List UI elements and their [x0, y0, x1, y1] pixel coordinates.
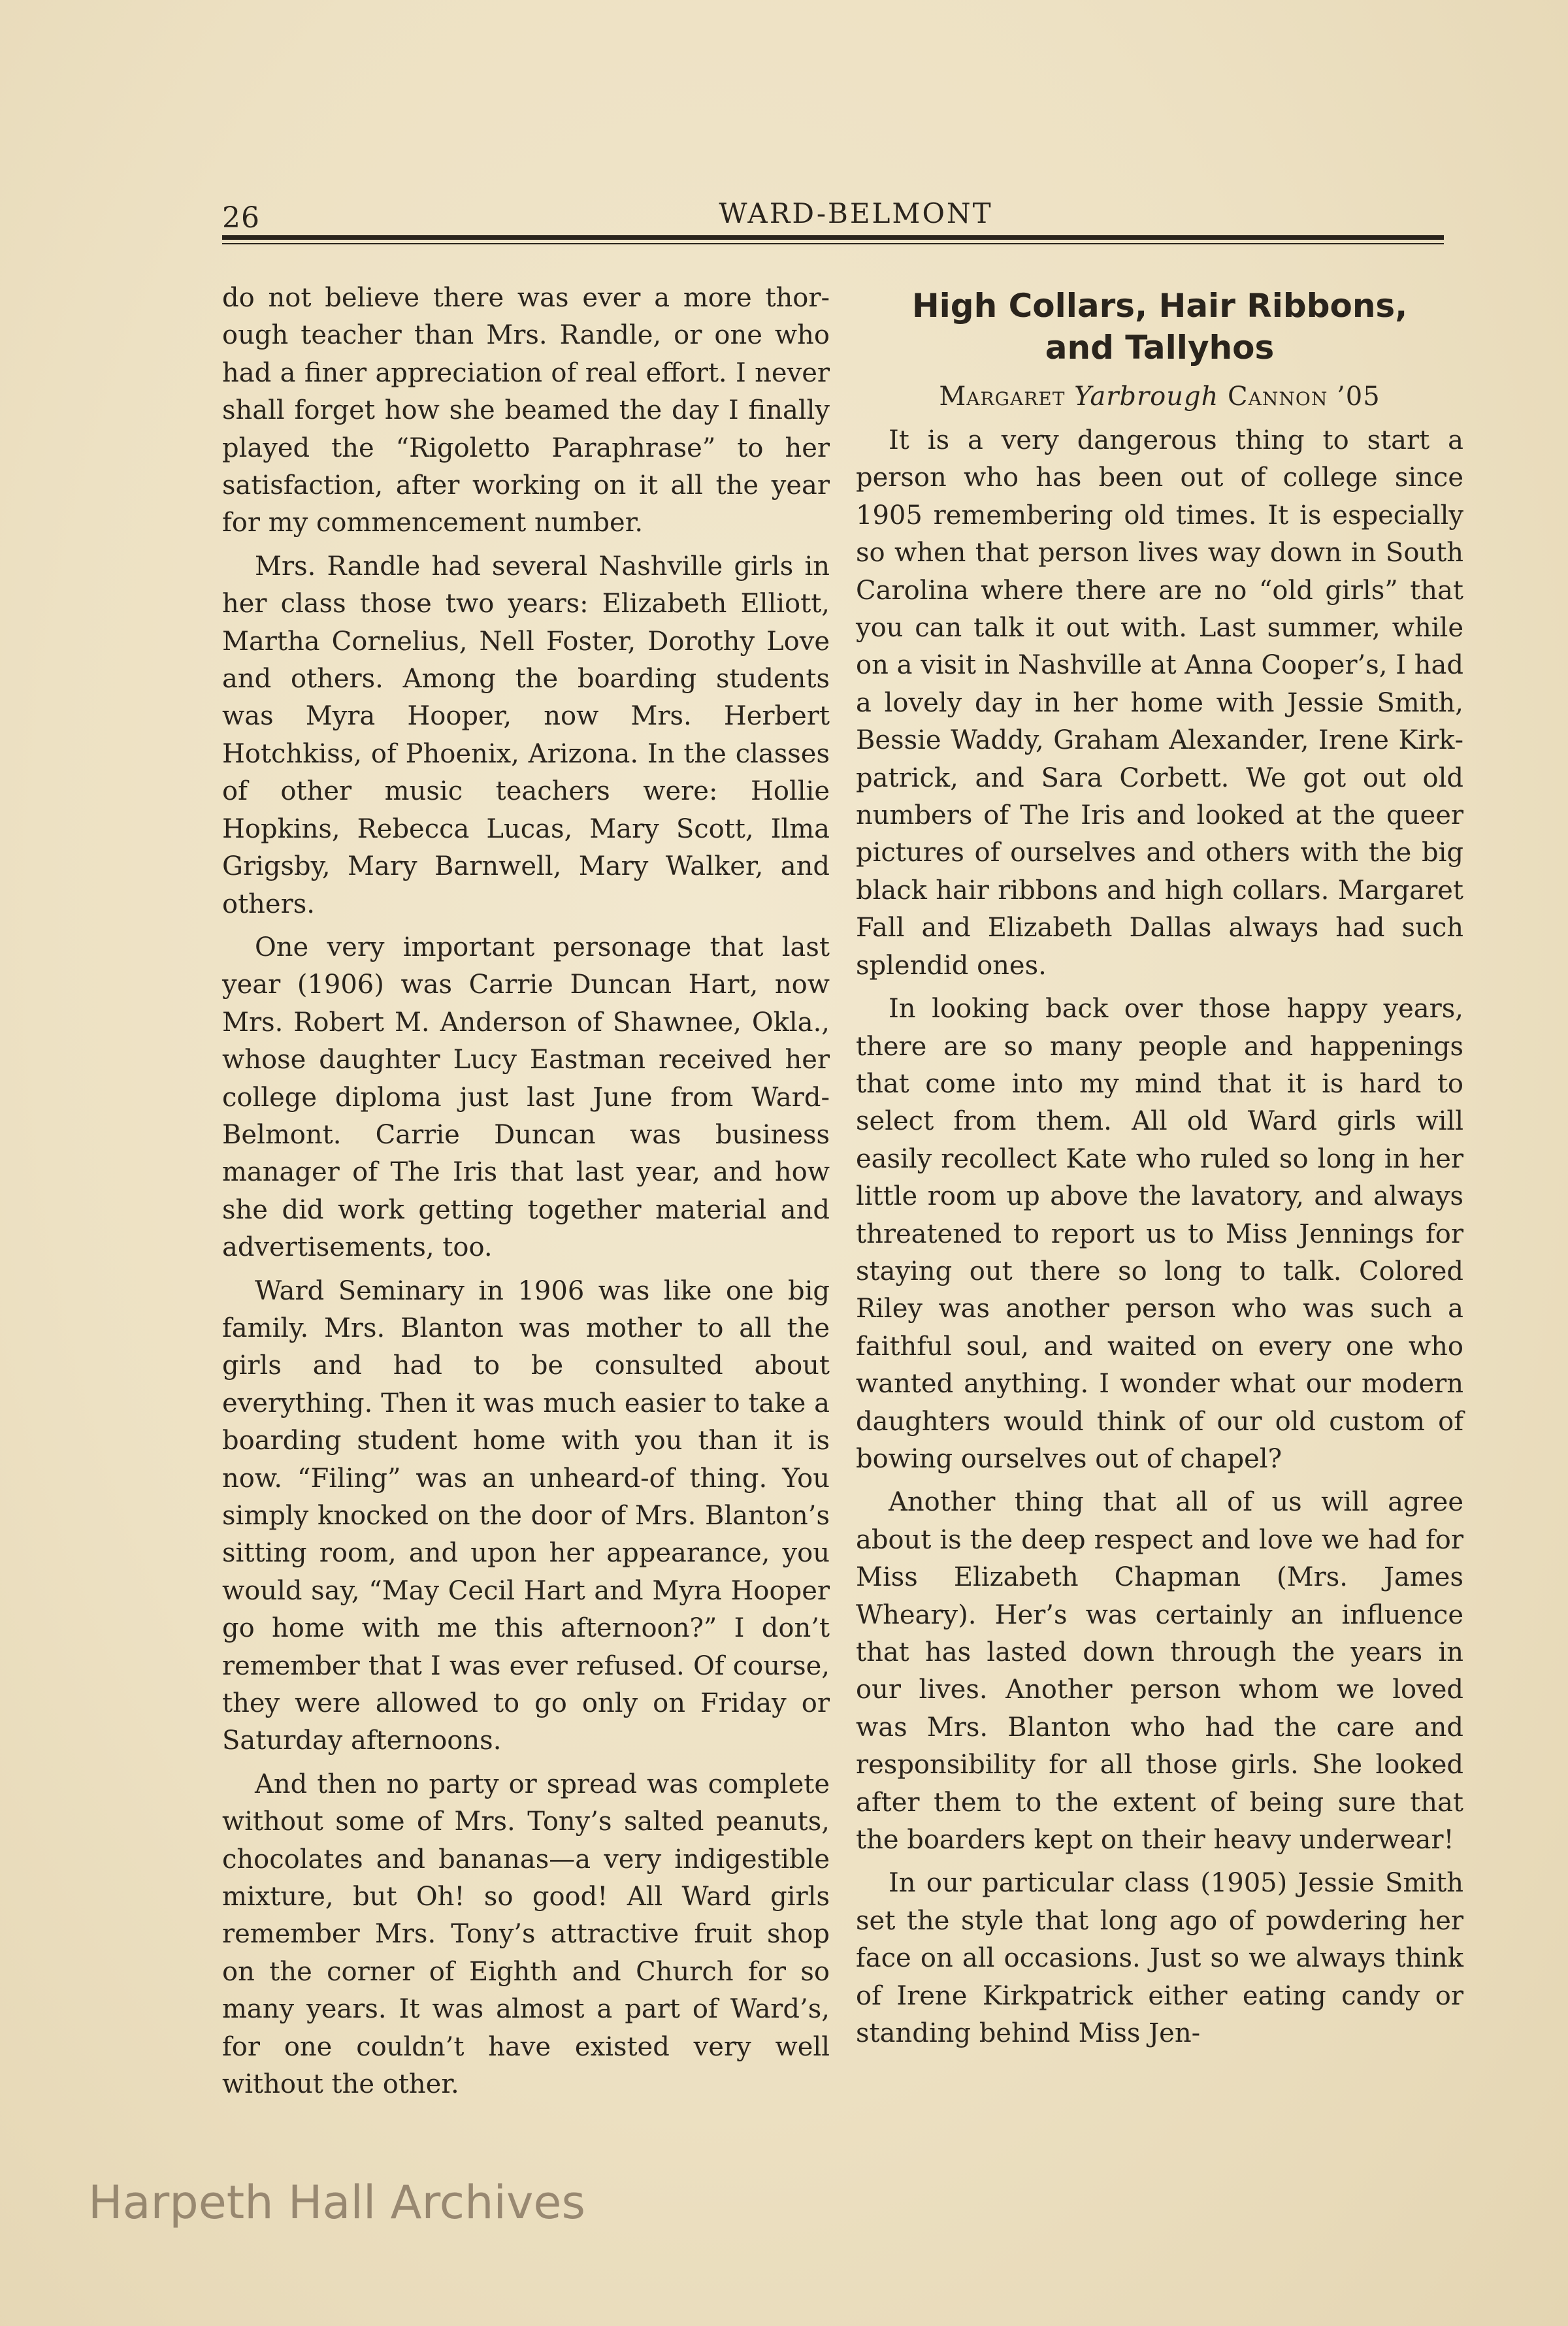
paragraph: And then no party or spread was complete without some of Mrs. Tony’s salted peanuts, chocolates and bananas—a very indigestible mixture, but Oh! so good! All Ward girls remember Mrs. Tony’s attractive fruit shop on the corner of Eighth and Church for so many years. It was almost a part of Ward’s, for one couldn’t have existed very well without the other. — [222, 1769, 830, 2100]
byline-maiden-name: Yarbrough — [1074, 382, 1219, 412]
article-title-line: and Tallyhos — [1045, 329, 1275, 367]
byline-last-name: Cannon ’05 — [1228, 382, 1380, 412]
header-rule-thin — [222, 243, 1444, 244]
right-column — [856, 280, 1463, 2058]
page-number: 26 — [222, 201, 260, 235]
page-header — [222, 196, 1444, 235]
paragraph: One very important personage that last year (1906) was Carrie Duncan Hart, now Mrs. Robert M. Anderson of Shawnee, Okla., whose daughter Lucy Eastman received her college diploma just last June from Ward-Belmont. Carrie Duncan was business manager of The Iris that last year, and how she did work getting together material and advertisements, too. — [222, 932, 830, 1263]
paragraph: Another thing that all of us will agree about is the deep respect and love we had for Miss Elizabeth Chapman (Mrs. James Wheary). Her’s was certainly an influence that has lasted down through the years in our lives. Another person whom we loved was Mrs. Blanton who had the care and responsibility for all those girls. She looked after them to the extent of being sure that the boarders kept on their heavy underwear! — [856, 1487, 1463, 1856]
running-title: WARD-BELMONT — [719, 197, 993, 229]
left-column — [222, 280, 830, 2110]
paragraph: Mrs. Randle had several Nashville girls in her class those two years: Elizabeth Elliott, Martha Cornelius, Nell Foster, Dorothy Love and others. Among the boarding students was Myra Hooper, now Mrs. Herbert Hotchkiss, of Phoenix, Arizona. In the classes of other music teachers were: Hollie Hopkins, Rebecca Lucas, Mary Scott, Ilma Grigsby, Mary Barnwell, Mary Walker, and others. — [222, 551, 830, 919]
byline-first-name: Margaret — [939, 382, 1066, 412]
article-title — [856, 285, 1463, 369]
paragraph: In our particular class (1905) Jessie Smith set the style that long ago of powdering her face on all occasions. Just so we always think of Irene Kirkpatrick either eating candy or standing behind Miss Jen- — [856, 1868, 1463, 2049]
paragraph: In looking back over those happy years, there are so many people and happenings that come into my mind that it is hard to select from them. All old Ward girls will easily recollect Kate who ruled so long in her little room up above the lavatory, and always threatened to report us to Miss Jennings for staying out there so long to talk. Colored Riley was another person who was such a faithful soul, and waited on every one who wanted anything. I wonder what our modern daughters would think of our old custom of bowing ourselves out of chapel? — [856, 994, 1463, 1474]
header-rule-thick — [222, 235, 1444, 240]
paragraph: Ward Seminary in 1906 was like one big family. Mrs. Blanton was mother to all the girls and had to be consulted about everything. Then it was much easier to take a boarding student home with you than it is now. “Filing” was an unheard-of thing. You simply knocked on the door of Mrs. Blanton’s sitting room, and upon her appearance, you would say, “May Cecil Hart and Myra Hooper go home with me this afternoon?” I don’t remember that I was ever refused. Of course, they were allowed to go only on Friday or Saturday afternoons. — [222, 1275, 830, 1756]
paragraph: It is a very dangerous thing to start a person who has been out of college since 1905 remembering old times. It is especially so when that person lives way down in South Carolina where there are no “old girls” that you can talk it out with. Last summer, while on a visit in Nashville at Anna Cooper’s, I had a lovely day in her home with Jessie Smith, Bessie Waddy, Graham Alexander, Irene Kirkpatrick, and Sara Corbett. We got out old numbers of The Iris and looked at the queer pictures of ourselves and others with the big black hair ribbons and high collars. Margaret Fall and Elizabeth Dallas always had such splendid ones. — [856, 425, 1463, 981]
archive-watermark: Harpeth Hall Archives — [88, 2176, 585, 2229]
article-title-line: High Collars, Hair Ribbons, — [911, 287, 1408, 325]
byline — [856, 380, 1463, 413]
paragraph: do not believe there was ever a more thorough teacher than Mrs. Randle, or one who had a finer appreciation of real effort. I never shall forget how she beamed the day I finally played the “Rigoletto Paraphrase” to her satisfaction, after working on it all the year for my commencement number. — [222, 283, 830, 538]
